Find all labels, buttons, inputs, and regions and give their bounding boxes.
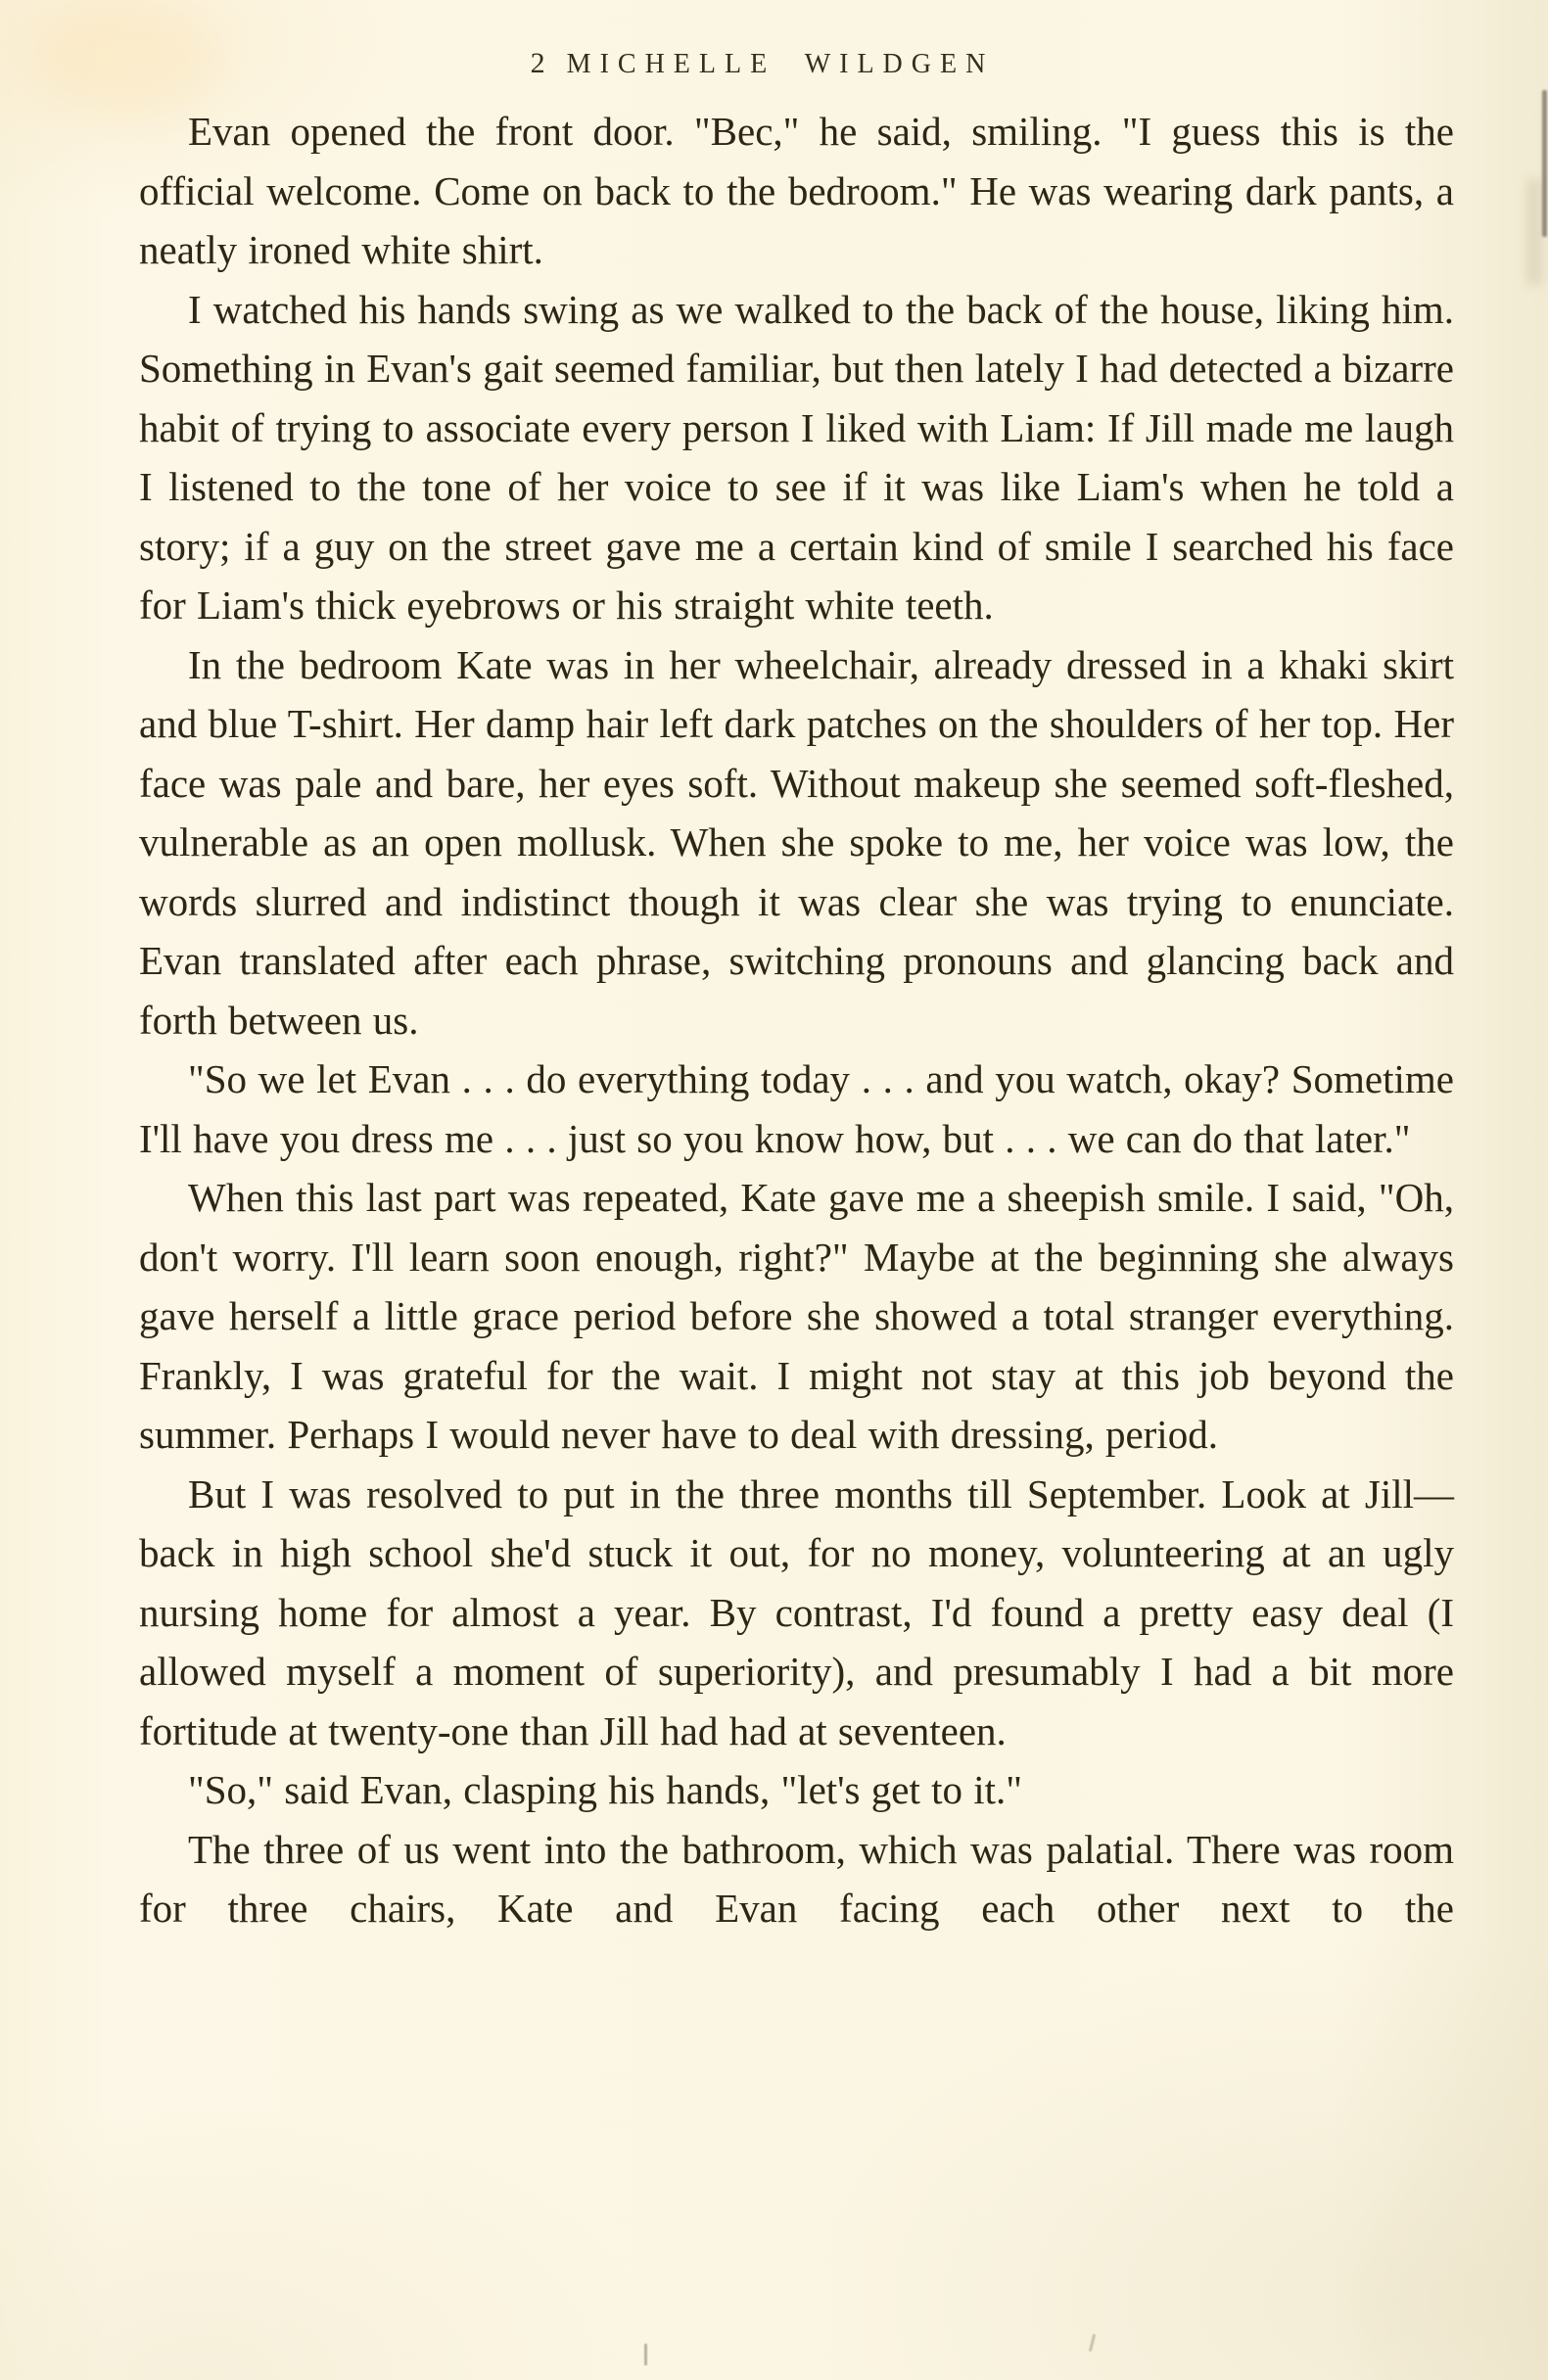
paragraph: When this last part was repeated, Kate gave me a sheepish smile. I said, "Oh, don't worry. I'll learn soon enough, right?" Maybe at the beginning she always gave herself a little grace period before she showed a total stranger everything. Frankly, I was grateful for the wait. I might not stay at this job beyond the summer. Perhaps I would never have to deal with dressing, period. (139, 1175, 1454, 1457)
page-header (0, 47, 1525, 80)
paragraph: But I was resolved to put in the three months till September. Look at Jill—back in high school she'd stuck it out, for no money, volunteering at an ugly nursing home for almost a year. By contrast, I'd found a pretty easy deal (I allowed myself a moment of superiority), and presumably I had a bit more fortitude at twenty-one than Jill had had at seventeen. (139, 1470, 1454, 1753)
paragraph: In the bedroom Kate was in her wheelchair, already dressed in a khaki skirt and blue T-shirt. Her damp hair left dark patches on the shoulders of her top. Her face was pale and bare, her eyes soft. Without makeup she seemed soft-fleshed, vulnerable as an open mollusk. When she spoke to me, her voice was low, the words slurred and indistinct though it was clear she was trying to enunciate. Evan translated after each phrase, switching pronouns and glancing back and forth between us. (139, 641, 1454, 1043)
page-number: 2 (530, 47, 545, 79)
body-text (139, 102, 1454, 1938)
paragraph: The three of us went into the bathroom, which was palatial. There was room for three chairs, Kate and Evan facing each other next to the (139, 1826, 1454, 1931)
paragraph: "So we let Evan . . . do everything today . . . and you watch, okay? Sometime I'll have you dress me . . . just so you know how, but . . . we can do that later." (139, 1056, 1454, 1161)
paragraph: I watched his hands swing as we walked to the back of the house, liking him. Something in Evan's gait seemed familiar, but then lately I had detected a bizarre habit of trying to associate every person I liked with Liam: If Jill made me laugh I listened to the tone of her voice to see if it was like Liam's when he told a story; if a guy on the street gave me a certain kind of smile I searched his face for Liam's thick eyebrows or his straight white teeth. (139, 286, 1454, 628)
paragraph: "So," said Evan, clasping his hands, "let's get to it." (188, 1767, 1023, 1812)
running-head: MICHELLE WILDGEN (566, 49, 995, 79)
scan-smudge (1525, 178, 1543, 286)
scan-tick-mark (644, 2344, 647, 2365)
paragraph: Evan opened the front door. "Bec," he said, smiling. "I guess this is the official welcome. Come on back to the bedroom." He was wearing dark pants, a neatly ironed white shirt. (139, 109, 1454, 272)
scan-slash-mark (1089, 2334, 1096, 2352)
